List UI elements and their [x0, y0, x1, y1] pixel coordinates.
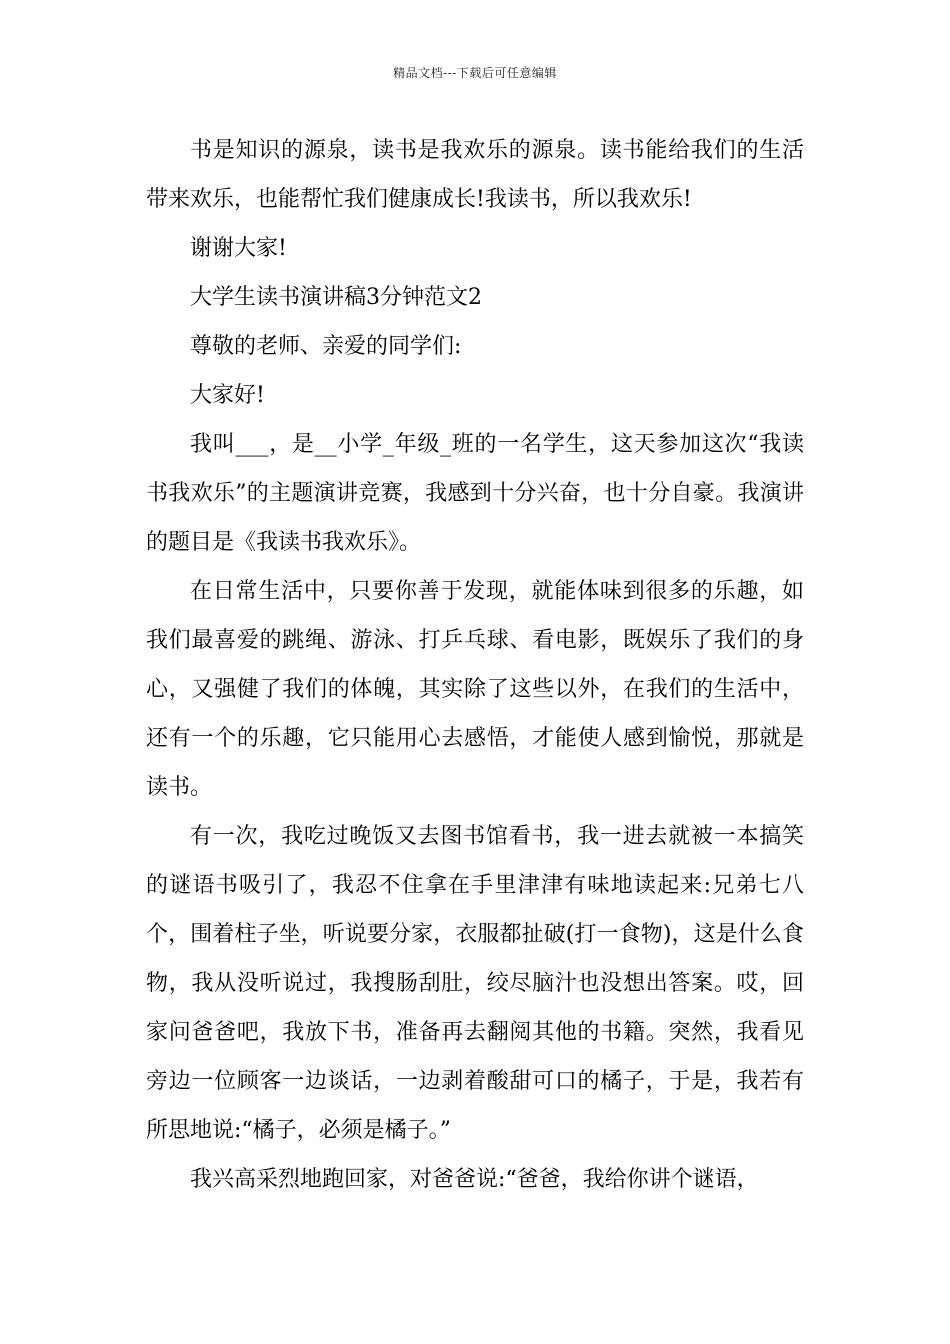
paragraph-2: 谢谢大家!: [190, 236, 287, 261]
page-header: 精品文档---下载后可任意编辑: [393, 66, 557, 80]
paragraph-greeting: 大家好!: [190, 383, 265, 408]
paragraph-salutation: 尊敬的老师、亲爱的同学们:: [190, 334, 462, 359]
paragraph-1: 书是知识的源泉，读书是我欢乐的源泉。读书能给我们的生活带来欢乐，也能帮忙我们健康成长!我读书，所以我欢乐!: [146, 138, 804, 212]
paragraph-intro: 我叫___，是__小学_年级_班的一名学生，这天参加这次“我读书我欢乐”的主题演讲竞赛，我感到十分兴奋，也十分自豪。我演讲的题目是《我读书我欢乐》。: [146, 432, 804, 555]
paragraph-riddle-story: 有一次，我吃过晚饭又去图书馆看书，我一进去就被一本搞笑的谜语书吸引了，我忍不住拿在手里津津有味地读起来:兄弟七八个，围着柱子坐，听说要分家，衣服都扯破(打一食物)，这是什么食物，我从没听说过，我搜肠刮肚，绞尽脑汁也没想出答案。哎，回家问爸爸吧，我放下书，准备再去翻阅其他的书籍。突然，我看见旁边一位顾客一边谈话，一边剥着酸甜可口的橘子，于是，我若有所思地说:“橘子，必须是橘子。”: [146, 824, 804, 1143]
paragraph-daily-life: 在日常生活中，只要你善于发现，就能体味到很多的乐趣，如我们最喜爱的跳绳、游泳、打乒乓球、看电影，既娱乐了我们的身心，又强健了我们的体魄，其实除了这些以外，在我们的生活中，还有一个的乐趣，它只能用心去感悟，才能使人感到愉悦，那就是读书。: [146, 579, 804, 800]
paragraph-go-home: 我兴高采烈地跑回家，对爸爸说:“爸爸，我给你讲个谜语，: [190, 1167, 759, 1192]
document-body: [146, 126, 804, 1204]
section-title: 大学生读书演讲稿3分钟范文2: [190, 285, 482, 310]
